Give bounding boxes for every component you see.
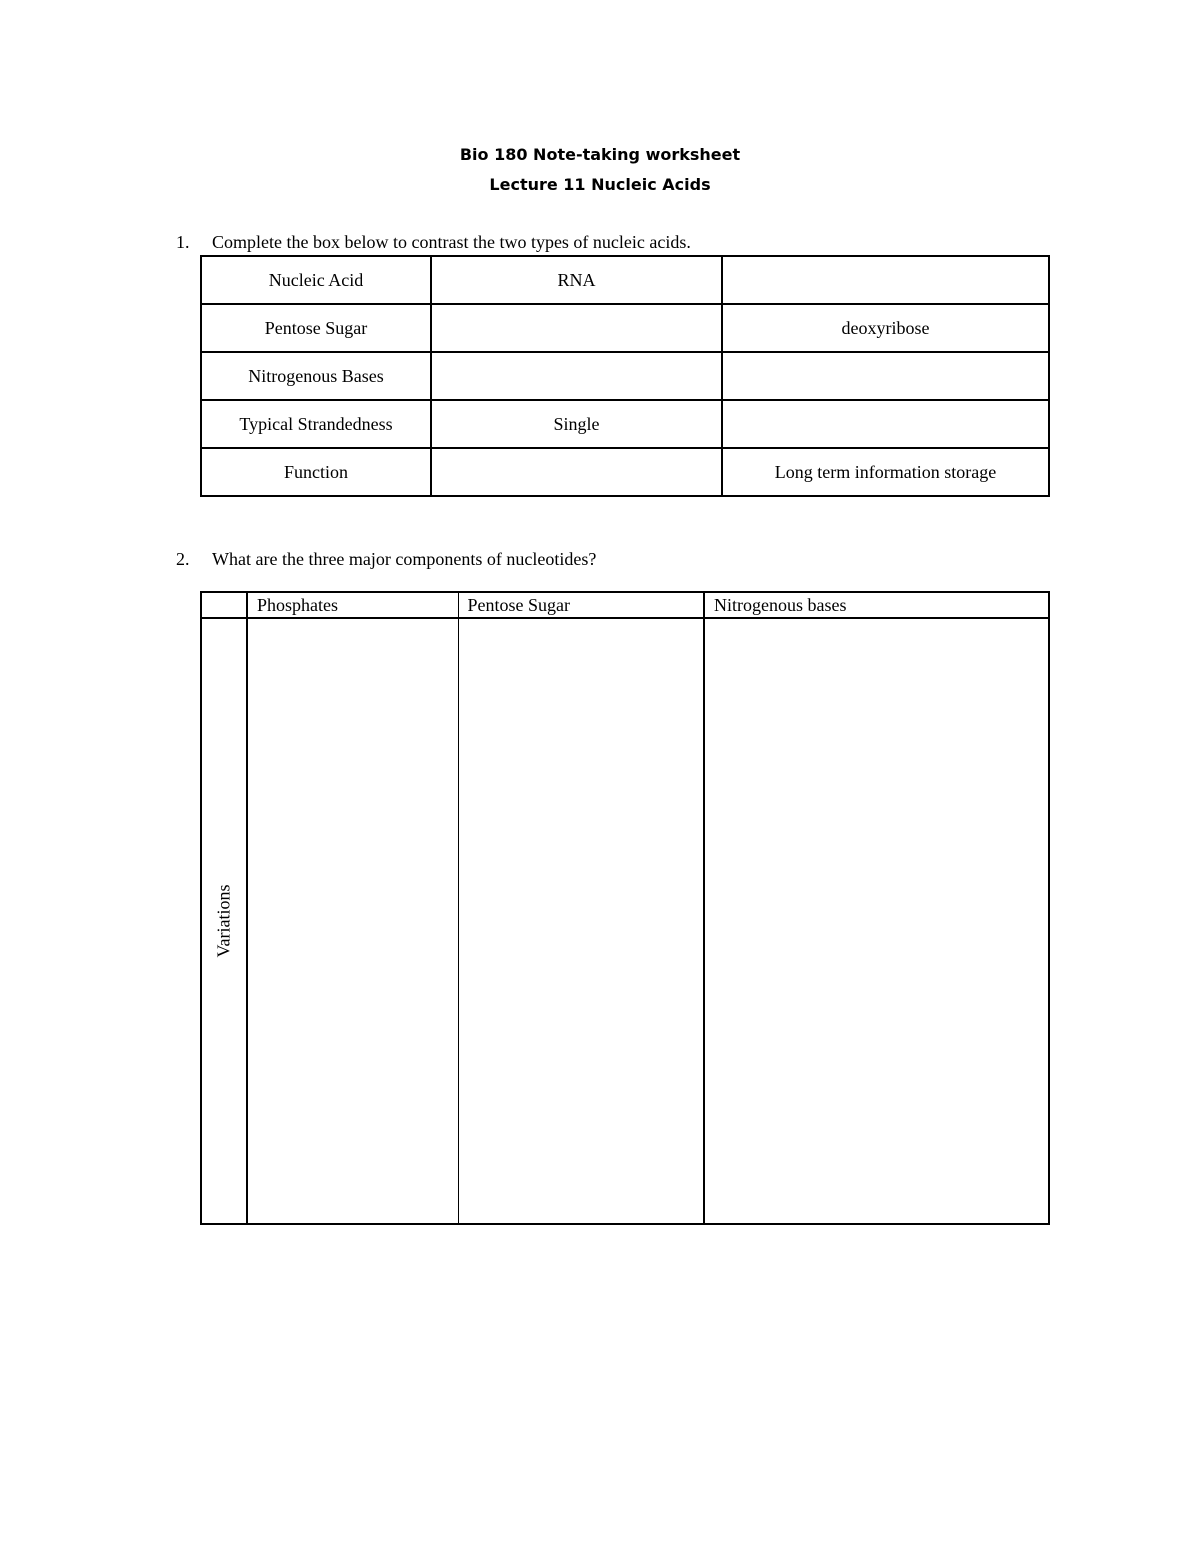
answer-cell[interactable] xyxy=(431,352,722,400)
header-cell-pentose-sugar: Pentose Sugar xyxy=(458,592,704,618)
nucleic-acid-comparison-table xyxy=(200,255,1050,497)
table-row xyxy=(201,304,1049,352)
header-cell-nitrogenous-bases: Nitrogenous bases xyxy=(704,592,1049,618)
worksheet-title: Bio 180 Note-taking worksheet xyxy=(459,145,741,164)
row-label: Nitrogenous Bases xyxy=(201,352,431,400)
question-2 xyxy=(176,549,596,570)
variations-label: Variations xyxy=(213,884,234,958)
table-row xyxy=(201,352,1049,400)
table-row xyxy=(201,256,1049,304)
answer-cell[interactable]: Single xyxy=(431,400,722,448)
table-row xyxy=(201,618,1049,1224)
row-label: Function xyxy=(201,448,431,496)
nucleotide-components-table xyxy=(200,591,1050,1225)
question-text: What are the three major components of nucleotides? xyxy=(212,549,597,569)
phosphates-answer-cell[interactable] xyxy=(247,618,458,1224)
pentose-sugar-answer-cell[interactable] xyxy=(458,618,704,1224)
table-header-row xyxy=(201,592,1049,618)
answer-cell[interactable] xyxy=(431,448,722,496)
table-row xyxy=(201,400,1049,448)
answer-cell[interactable] xyxy=(722,256,1049,304)
row-label: Pentose Sugar xyxy=(201,304,431,352)
question-text: Complete the box below to contrast the two types of nucleic acids. xyxy=(212,232,691,252)
nitrogenous-bases-answer-cell[interactable] xyxy=(704,618,1049,1224)
answer-cell[interactable]: Long term information storage xyxy=(722,448,1049,496)
variations-label-cell xyxy=(201,618,247,1224)
answer-cell[interactable]: deoxyribose xyxy=(722,304,1049,352)
question-number: 1. xyxy=(176,232,190,252)
answer-cell[interactable] xyxy=(431,304,722,352)
header-cell-blank xyxy=(201,592,247,618)
lecture-subtitle: Lecture 11 Nucleic Acids xyxy=(489,175,711,194)
answer-cell[interactable]: RNA xyxy=(431,256,722,304)
table-row xyxy=(201,448,1049,496)
question-number: 2. xyxy=(176,549,190,569)
row-label: Nucleic Acid xyxy=(201,256,431,304)
question-1 xyxy=(176,232,691,253)
header-cell-phosphates: Phosphates xyxy=(247,592,458,618)
answer-cell[interactable] xyxy=(722,352,1049,400)
answer-cell[interactable] xyxy=(722,400,1049,448)
row-label: Typical Strandedness xyxy=(201,400,431,448)
